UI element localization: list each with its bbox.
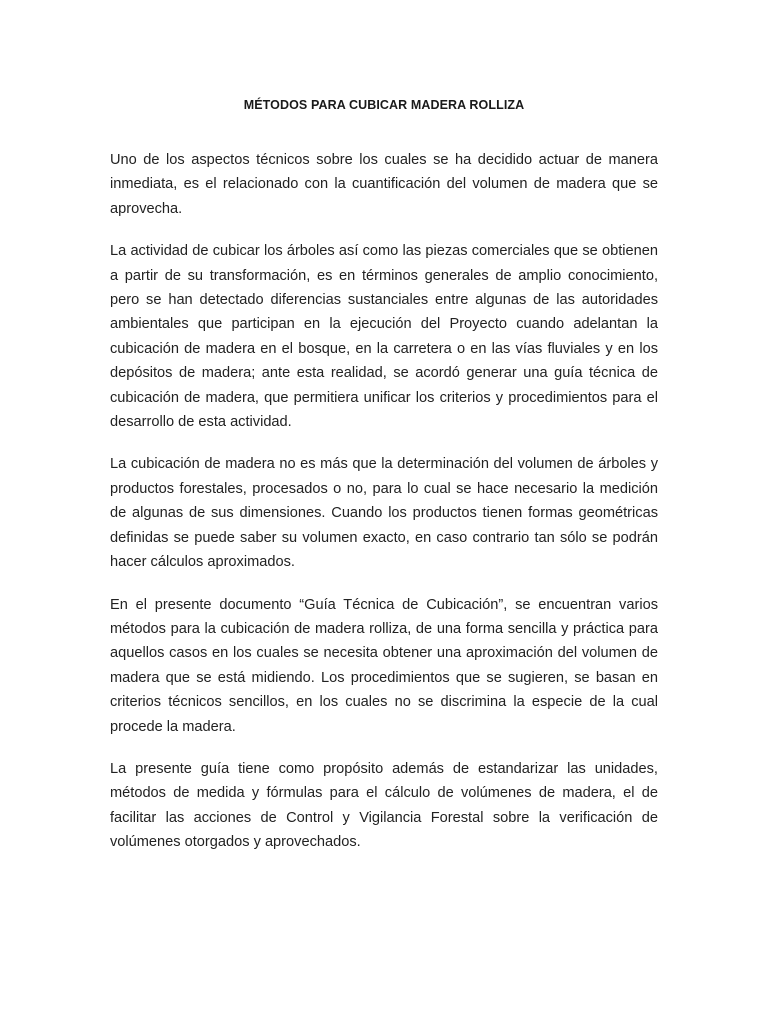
document-body [110, 148, 658, 873]
document-title: MÉTODOS PARA CUBICAR MADERA ROLLIZA [243, 98, 525, 112]
paragraph: En el presente documento “Guía Técnica de Cubicación”, se encuentran varios métodos para la cubicación de madera rolliza, de una forma sencilla y práctica para aquellos casos en los cuales se necesita obtener una aproximación del volumen de madera que se está midiendo. Los procedimientos que se sugieren, se basan en criterios técnicos sencillos, en los cuales no se discrimina la especie de la cual procede la madera. [110, 596, 658, 735]
paragraph: La actividad de cubicar los árboles así como las piezas comerciales que se obtienen a partir de su transformación, es en términos generales de amplio conocimiento, pero se han detectado diferencias sustanciales entre algunas de las autoridades ambientales que participan en la ejecución del Proyecto cuando adelantan la cubicación de madera en el bosque, en la carretera o en las vías fluviales y en los depósitos de madera; ante esta realidad, se acordó generar una guía técnica de cubicación de madera, que permitiera unificar los criterios y procedimientos para el desarrollo de esta actividad. [110, 243, 658, 431]
paragraph: Uno de los aspectos técnicos sobre los cuales se ha decidido actuar de manera inmediata, es el relacionado con la cuantificación del volumen de madera que se aprovecha. [110, 152, 658, 217]
paragraph: La cubicación de madera no es más que la determinación del volumen de árboles y productos forestales, procesados o no, para lo cual se hace necesario la medición de algunas de sus dimensiones. Cuando los productos tienen formas geométricas definidas se puede saber su volumen exacto, en caso contrario tan sólo se podrán hacer cálculos aproximados. [110, 456, 658, 571]
paragraph: La presente guía tiene como propósito además de estandarizar las unidades, métodos de medida y fórmulas para el cálculo de volúmenes de madera, el de facilitar las acciones de Control y Vigilancia Forestal sobre la verificación de volúmenes otorgados y aprovechados. [110, 760, 658, 851]
